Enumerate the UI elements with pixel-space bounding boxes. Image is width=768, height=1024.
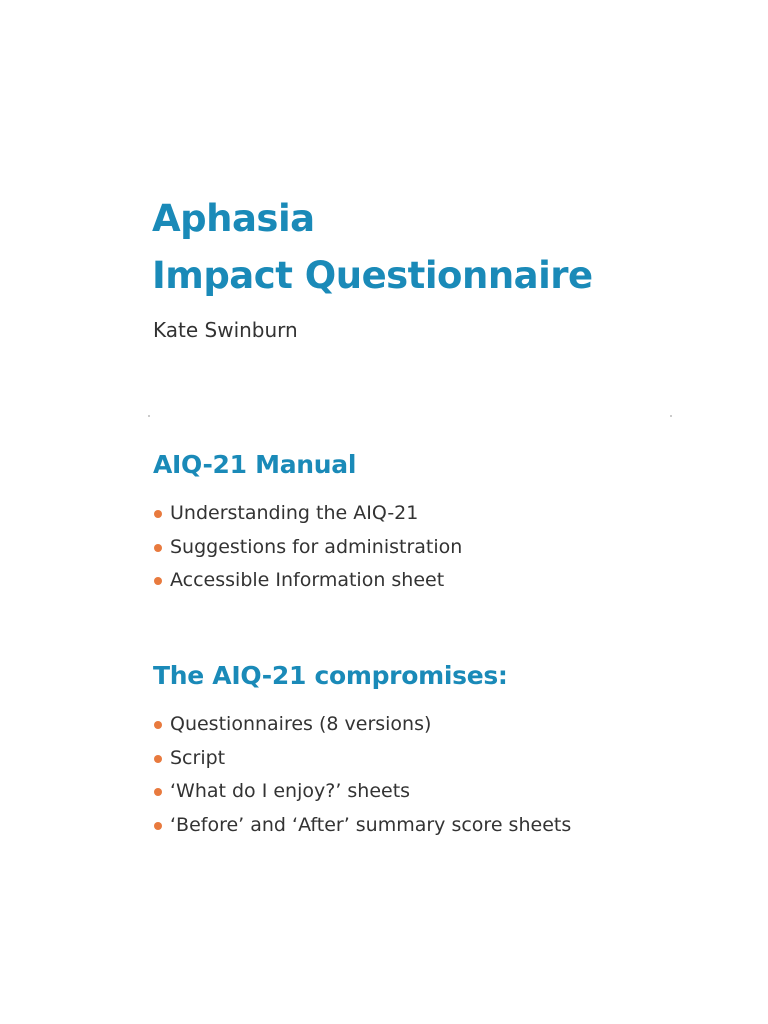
bullet-icon: [154, 510, 162, 518]
bullet-icon: [154, 755, 162, 763]
manual-heading: AIQ-21 Manual: [153, 450, 357, 479]
list-item-text: ‘What do I enjoy?’ sheets: [170, 780, 411, 802]
author-name: Kate Swinburn: [153, 318, 298, 342]
title-line-2: Impact Questionnaire: [152, 254, 593, 297]
crop-mark-left: [148, 415, 150, 417]
list-item: [154, 564, 462, 598]
crop-mark-right: [670, 415, 672, 417]
document-title: [152, 190, 593, 304]
bullet-icon: [154, 721, 162, 729]
bullet-icon: [154, 544, 162, 552]
list-item-text: Questionnaires (8 versions): [170, 713, 432, 735]
manual-list: [154, 497, 462, 598]
list-item: [154, 531, 462, 565]
list-item: [154, 742, 571, 776]
list-item: [154, 497, 462, 531]
components-heading: The AIQ-21 compromises:: [153, 661, 508, 690]
list-item-text: ‘Before’ and ‘After’ summary score sheets: [170, 813, 572, 836]
title-line-1: Aphasia: [152, 197, 315, 240]
bullet-icon: [154, 788, 162, 796]
list-item: [154, 708, 571, 742]
components-list: [154, 708, 571, 842]
list-item: [154, 809, 571, 843]
bullet-icon: [154, 577, 162, 585]
bullet-icon: [154, 822, 162, 830]
list-item-text: Suggestions for administration: [170, 535, 463, 558]
list-item-text: Accessible Information sheet: [170, 569, 445, 591]
list-item-text: Script: [170, 746, 226, 769]
list-item: [154, 775, 571, 809]
list-item-text: Understanding the AIQ-21: [170, 502, 419, 524]
